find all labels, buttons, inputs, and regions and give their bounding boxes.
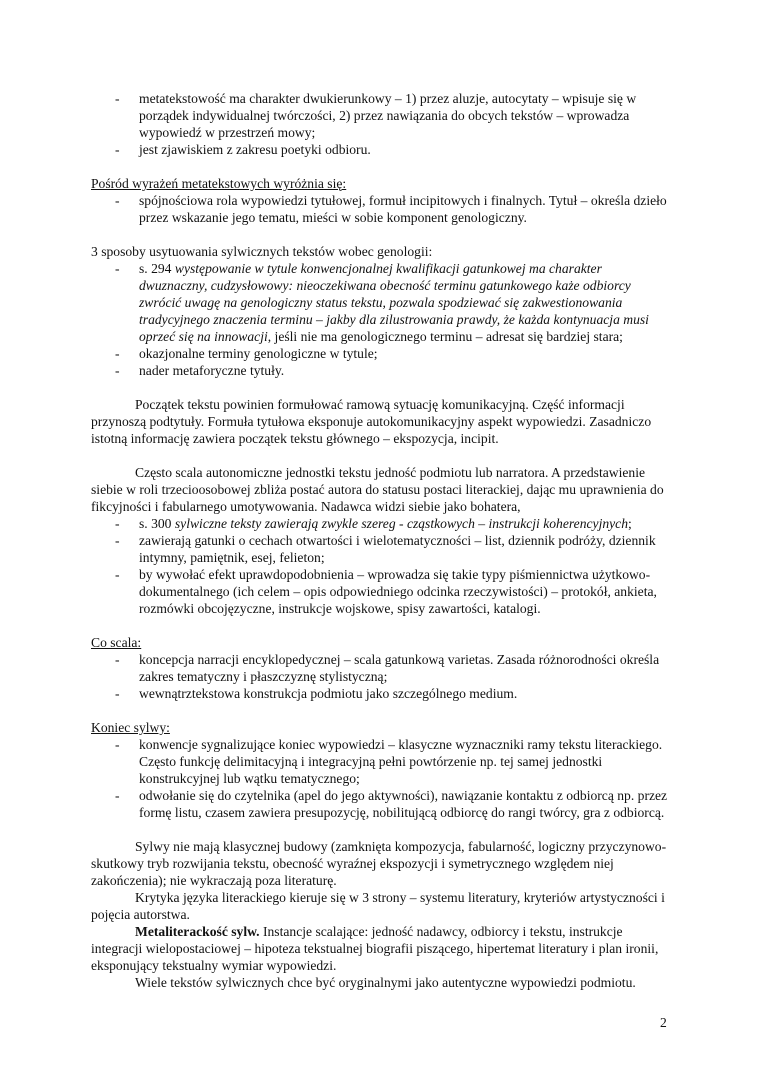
- page-content: [91, 90, 671, 991]
- list-item: - wewnątrztekstowa konstrukcja podmiotu jako szczególnego medium.: [91, 685, 671, 702]
- section-heading-what-unifies: Co scala:: [91, 635, 142, 650]
- ending-list: [91, 736, 671, 821]
- list-item: - spójnościowa rola wypowiedzi tytułowej, formuł incipitowych i finalnych. Tytuł – określa dzieło przez wskazanie jego tematu, mieści w sobie komponent genologiczny.: [91, 192, 671, 226]
- paragraph-text-beginning: Początek tekstu powinien formułować ramową sytuację komunikacyjną. Część informacji przynoszą podtytuły. Formuła tytułowa eksponuje autokomunikacyjny aspekt wypowiedzi. Zasadniczo istotną informację zawiera początek tekstu głównego – ekspozycja, incipit.: [91, 397, 652, 446]
- quote-text: sylwiczne teksty zawierają zwykle szereg - cząstkowych – instrukcji koherencyjnych: [174, 516, 629, 531]
- section-heading-sylva-ending: Koniec sylwy:: [91, 720, 170, 735]
- list-item: - jest zjawiskiem z zakresu poetyki odbioru.: [91, 141, 671, 158]
- paragraph-metaliterariness: [91, 923, 671, 974]
- list-item: - koncepcja narracji encyklopedycznej – scala gatunkową varietas. Zasada różnorodności określa zakres tematyczny i płaszczyznę stylistyczną;: [91, 651, 671, 685]
- list-item: - odwołanie się do czytelnika (apel do jego aktywności), nawiązanie kontaktu z odbiorcą np. przez formę listu, czasem zawiera presupozycję, nobilitującą odbiorcę do rangi twórcy, gra z odbiorcą.: [91, 787, 671, 821]
- metatext-expressions-list: [91, 192, 671, 226]
- section-heading-genology-modes: 3 sposoby usytuowania sylwicznych tekstów wobec genologii:: [91, 244, 433, 259]
- list-item-quote-300: [91, 515, 671, 532]
- paragraph-language-critique: Krytyka języka literackiego kieruje się w 3 strony – systemu literatury, kryteriów artystyczności i pojęcia autorstwa.: [91, 890, 665, 922]
- paragraph-originality: Wiele tekstów sylwicznych chce być oryginalnymi jako autentyczne wypowiedzi podmiotu.: [135, 975, 636, 990]
- list-item: - okazjonalne terminy genologiczne w tytule;: [91, 345, 671, 362]
- paragraph-sylva-structure: Sylwy nie mają klasycznej budowy (zamknięta kompozycja, fabularność, logiczny przyczynowo-skutkowy tryb rozwijania tekstu, obecność wyraźnej ekspozycji i symetrycznego względem niej zakończenia); nie wykraczają poza literaturę.: [91, 839, 667, 888]
- genology-modes-list: [91, 260, 671, 379]
- list-item: - konwencje sygnalizujące koniec wypowiedzi – klasyczne wyznaczniki ramy tekstu literackiego. Często funkcję delimitacyjną i integracyjną pełni powtórzenie np. tej samej jednostki konstrukcyjnej lub wątku tematycznego;: [91, 736, 671, 787]
- list-item: - nader metaforyczne tytuły.: [91, 362, 671, 379]
- unifiers-list: [91, 651, 671, 702]
- quote-suffix: ;: [628, 516, 632, 531]
- bold-term: Metaliterackość sylw.: [135, 924, 260, 939]
- paragraph-subject-unity: Często scala autonomiczne jednostki tekstu jedność podmiotu lub narratora. A przedstawienie siebie w roli trzecioosobowej zbliża postać autora do statusu postaci literackiej, dając mu uprawnienia do fikcyjności i fabularnego umotywowania. Nadawca widzi siebie jako bohatera,: [91, 465, 664, 514]
- list-item-quote-294: [91, 260, 671, 345]
- list-item: - zawierają gatunki o cechach otwartości i wielotematyczności – list, dziennik podróży, dziennik intymny, pamiętnik, esej, felieton;: [91, 532, 671, 566]
- list-item: - by wywołać efekt uprawdopodobnienia – wprowadza się takie typy piśmiennictwa użytkowo-dokumentalnego (ich celem – opis odpowiedniego odcinka rzeczywistości) – protokół, ankieta, rozmówki obcojęzyczne, instrukcje wojskowe, spisy zawartości, katalogi.: [91, 566, 671, 617]
- page-number: 2: [660, 1015, 667, 1030]
- section-heading-metatext-expressions: Pośród wyrażeń metatekstowych wyróżnia się:: [91, 176, 347, 191]
- quote-suffix: , jeśli nie ma genologicznego terminu – adresat się bardziej stara;: [267, 329, 623, 344]
- coherence-list: [91, 515, 671, 617]
- metatextuality-list: [91, 90, 671, 158]
- quote-prefix: s. 300: [139, 516, 175, 531]
- quote-text: występowanie w tytule konwencjonalnej kwalifikacji gatunkowej ma charakter dwuznaczny, cudzysłowowy: nieoczekiwana obecność terminu gatunkowego każe odbiorcy zwrócić uwagę na genologiczny status tekstu, pozwala spodziewać się zakwestionowania tradycyjnego znaczenia terminu – jakby dla zilustrowania prawdy, że każda kontynuacja musi oprzeć się na innowacji: [139, 261, 649, 344]
- list-item: - metatekstowość ma charakter dwukierunkowy – 1) przez aluzje, autocytaty – wpisuje się w porządek indywidualnej twórczości, 2) przez nawiązania do obcych tekstów – wprowadza wypowiedź w przestrzeń mowy;: [91, 90, 671, 141]
- paragraph-rest: Instancje scalające: jedność nadawcy, odbiorcy i tekstu, instrukcje integracji wielopostaciowej – hipoteza tekstualnej biografii piszącego, hipertemat literatury i plan ironii, eksponujący tekstualny wymiar wypowiedzi.: [91, 924, 659, 973]
- quote-prefix: s. 294: [139, 261, 175, 276]
